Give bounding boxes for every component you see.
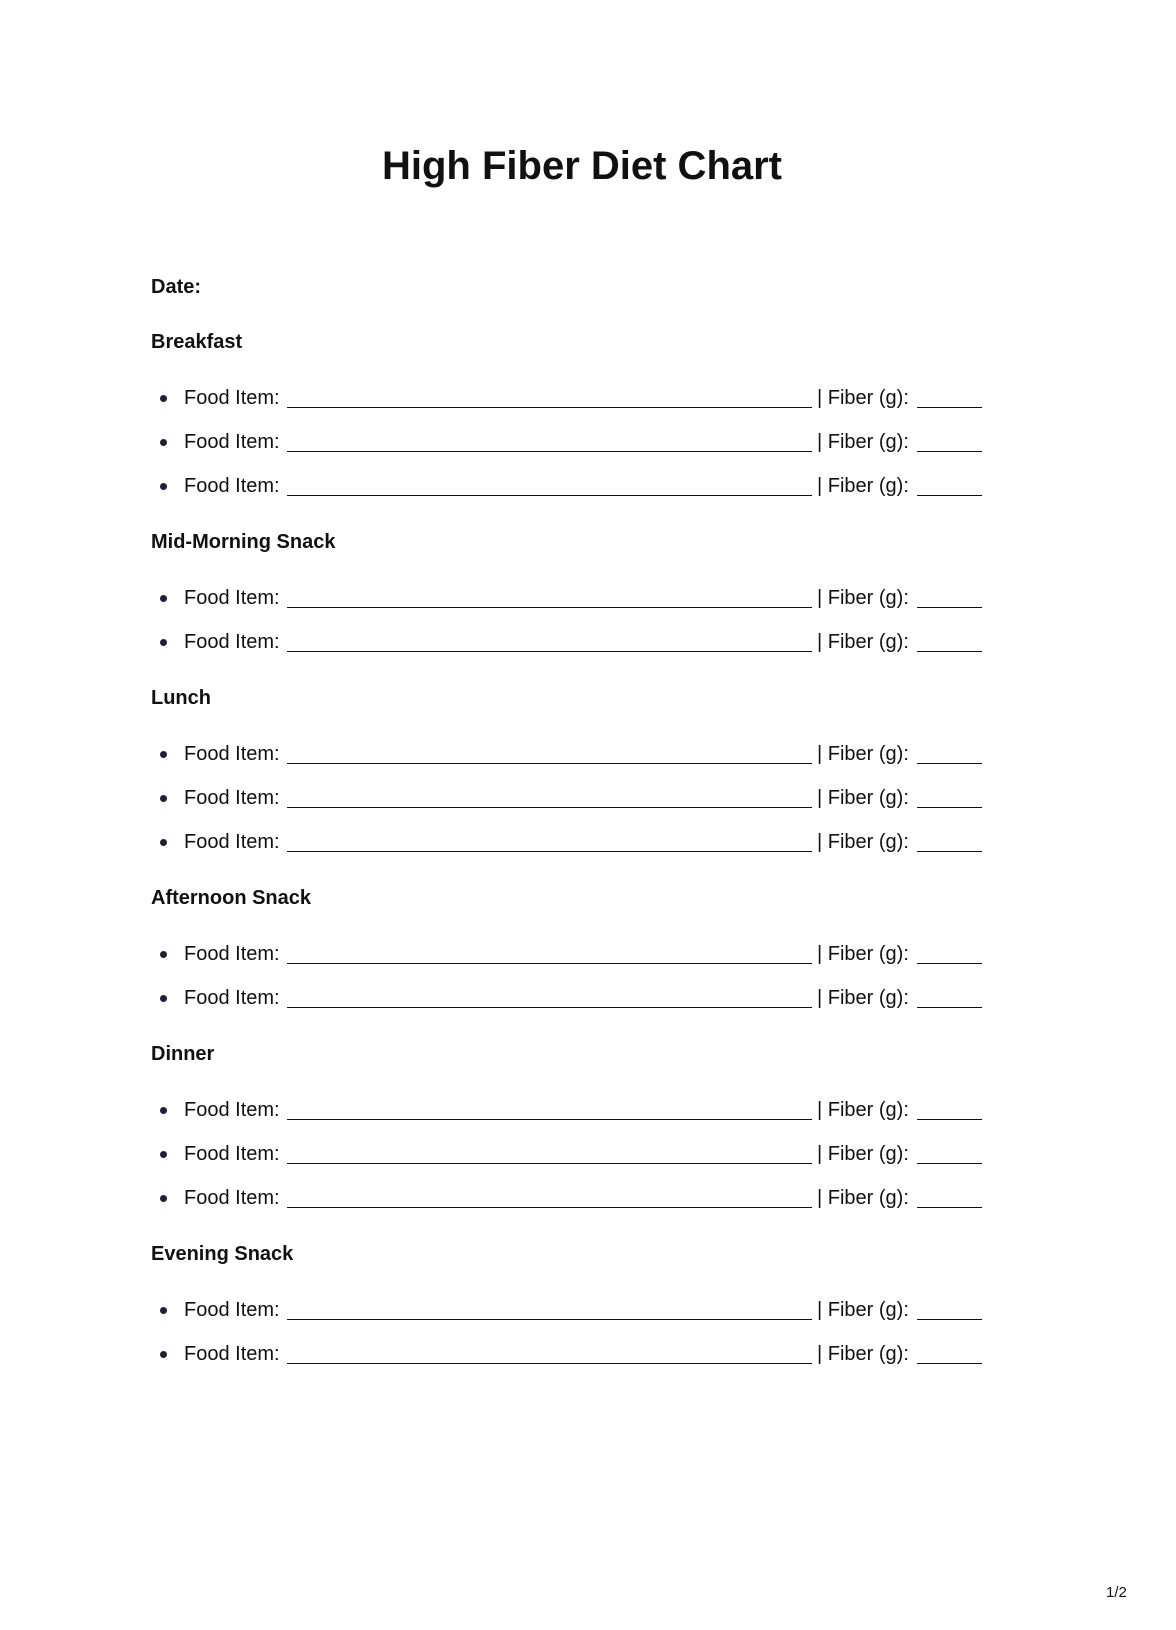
food-item-blank[interactable] <box>287 651 812 652</box>
fiber-label: | Fiber (g): <box>817 743 909 765</box>
fiber-blank[interactable] <box>917 407 982 408</box>
fiber-label: | Fiber (g): <box>817 431 909 453</box>
bullet-icon <box>160 1195 167 1202</box>
fiber-label: | Fiber (g): <box>817 987 909 1009</box>
fiber-label: | Fiber (g): <box>817 387 909 409</box>
section-heading: Dinner <box>151 1043 215 1065</box>
food-item-row <box>0 932 1176 976</box>
food-item-label: Food Item: <box>184 1143 280 1165</box>
fiber-label: | Fiber (g): <box>817 1187 909 1209</box>
food-item-blank[interactable] <box>287 1363 812 1364</box>
food-item-label: Food Item: <box>184 475 280 497</box>
fiber-label: | Fiber (g): <box>817 631 909 653</box>
fiber-blank[interactable] <box>917 1007 982 1008</box>
fiber-blank[interactable] <box>917 495 982 496</box>
food-item-blank[interactable] <box>287 1207 812 1208</box>
section-heading: Afternoon Snack <box>151 887 312 909</box>
fiber-blank[interactable] <box>917 851 982 852</box>
bullet-icon <box>160 439 167 446</box>
food-item-row <box>0 576 1176 620</box>
food-item-blank[interactable] <box>287 807 812 808</box>
food-item-row <box>0 1176 1176 1220</box>
food-item-blank[interactable] <box>287 851 812 852</box>
food-item-label: Food Item: <box>184 743 280 765</box>
food-item-row <box>0 732 1176 776</box>
bullet-icon <box>160 395 167 402</box>
food-item-label: Food Item: <box>184 987 280 1009</box>
food-item-blank[interactable] <box>287 763 812 764</box>
bullet-icon <box>160 1107 167 1114</box>
bullet-icon <box>160 795 167 802</box>
bullet-icon <box>160 751 167 758</box>
food-item-label: Food Item: <box>184 1187 280 1209</box>
section-heading: Evening Snack <box>151 1243 294 1265</box>
section-heading: Mid-Morning Snack <box>151 531 336 553</box>
fiber-blank[interactable] <box>917 451 982 452</box>
food-item-row <box>0 1288 1176 1332</box>
food-item-row <box>0 464 1176 508</box>
food-item-row <box>0 820 1176 864</box>
fiber-label: | Fiber (g): <box>817 1143 909 1165</box>
fiber-label: | Fiber (g): <box>817 943 909 965</box>
bullet-icon <box>160 1307 167 1314</box>
fiber-blank[interactable] <box>917 807 982 808</box>
food-item-blank[interactable] <box>287 495 812 496</box>
page-title: High Fiber Diet Chart <box>381 144 783 188</box>
food-item-label: Food Item: <box>184 943 280 965</box>
bullet-icon <box>160 1351 167 1358</box>
bullet-icon <box>160 839 167 846</box>
food-item-row <box>0 1332 1176 1376</box>
bullet-icon <box>160 1151 167 1158</box>
date-label: Date: <box>151 276 202 298</box>
page-number: 1/2 <box>1106 1584 1127 1601</box>
food-item-blank[interactable] <box>287 1163 812 1164</box>
bullet-icon <box>160 483 167 490</box>
fiber-blank[interactable] <box>917 963 982 964</box>
food-item-row <box>0 1088 1176 1132</box>
food-item-blank[interactable] <box>287 451 812 452</box>
food-item-label: Food Item: <box>184 587 280 609</box>
food-item-row <box>0 776 1176 820</box>
bullet-icon <box>160 951 167 958</box>
food-item-blank[interactable] <box>287 407 812 408</box>
fiber-blank[interactable] <box>917 1119 982 1120</box>
food-item-blank[interactable] <box>287 1119 812 1120</box>
fiber-label: | Fiber (g): <box>817 587 909 609</box>
fiber-label: | Fiber (g): <box>817 831 909 853</box>
bullet-icon <box>160 595 167 602</box>
fiber-blank[interactable] <box>917 1163 982 1164</box>
fiber-blank[interactable] <box>917 607 982 608</box>
fiber-blank[interactable] <box>917 1319 982 1320</box>
fiber-blank[interactable] <box>917 651 982 652</box>
fiber-label: | Fiber (g): <box>817 475 909 497</box>
section-heading: Breakfast <box>151 331 243 353</box>
food-item-label: Food Item: <box>184 787 280 809</box>
food-item-label: Food Item: <box>184 387 280 409</box>
food-item-row <box>0 420 1176 464</box>
food-item-blank[interactable] <box>287 1319 812 1320</box>
food-item-label: Food Item: <box>184 431 280 453</box>
meal-sections <box>0 308 1176 1376</box>
bullet-icon <box>160 995 167 1002</box>
food-item-row <box>0 976 1176 1020</box>
food-item-blank[interactable] <box>287 607 812 608</box>
fiber-label: | Fiber (g): <box>817 1299 909 1321</box>
food-item-label: Food Item: <box>184 631 280 653</box>
fiber-label: | Fiber (g): <box>817 787 909 809</box>
food-item-label: Food Item: <box>184 1099 280 1121</box>
bullet-icon <box>160 639 167 646</box>
fiber-blank[interactable] <box>917 1207 982 1208</box>
food-item-label: Food Item: <box>184 1343 280 1365</box>
section-heading: Lunch <box>151 687 211 709</box>
fiber-blank[interactable] <box>917 763 982 764</box>
food-item-label: Food Item: <box>184 1299 280 1321</box>
food-item-row <box>0 1132 1176 1176</box>
form-content <box>0 266 1176 1376</box>
food-item-label: Food Item: <box>184 831 280 853</box>
food-item-blank[interactable] <box>287 963 812 964</box>
fiber-label: | Fiber (g): <box>817 1343 909 1365</box>
fiber-blank[interactable] <box>917 1363 982 1364</box>
food-item-row <box>0 620 1176 664</box>
fiber-label: | Fiber (g): <box>817 1099 909 1121</box>
food-item-row <box>0 376 1176 420</box>
food-item-blank[interactable] <box>287 1007 812 1008</box>
